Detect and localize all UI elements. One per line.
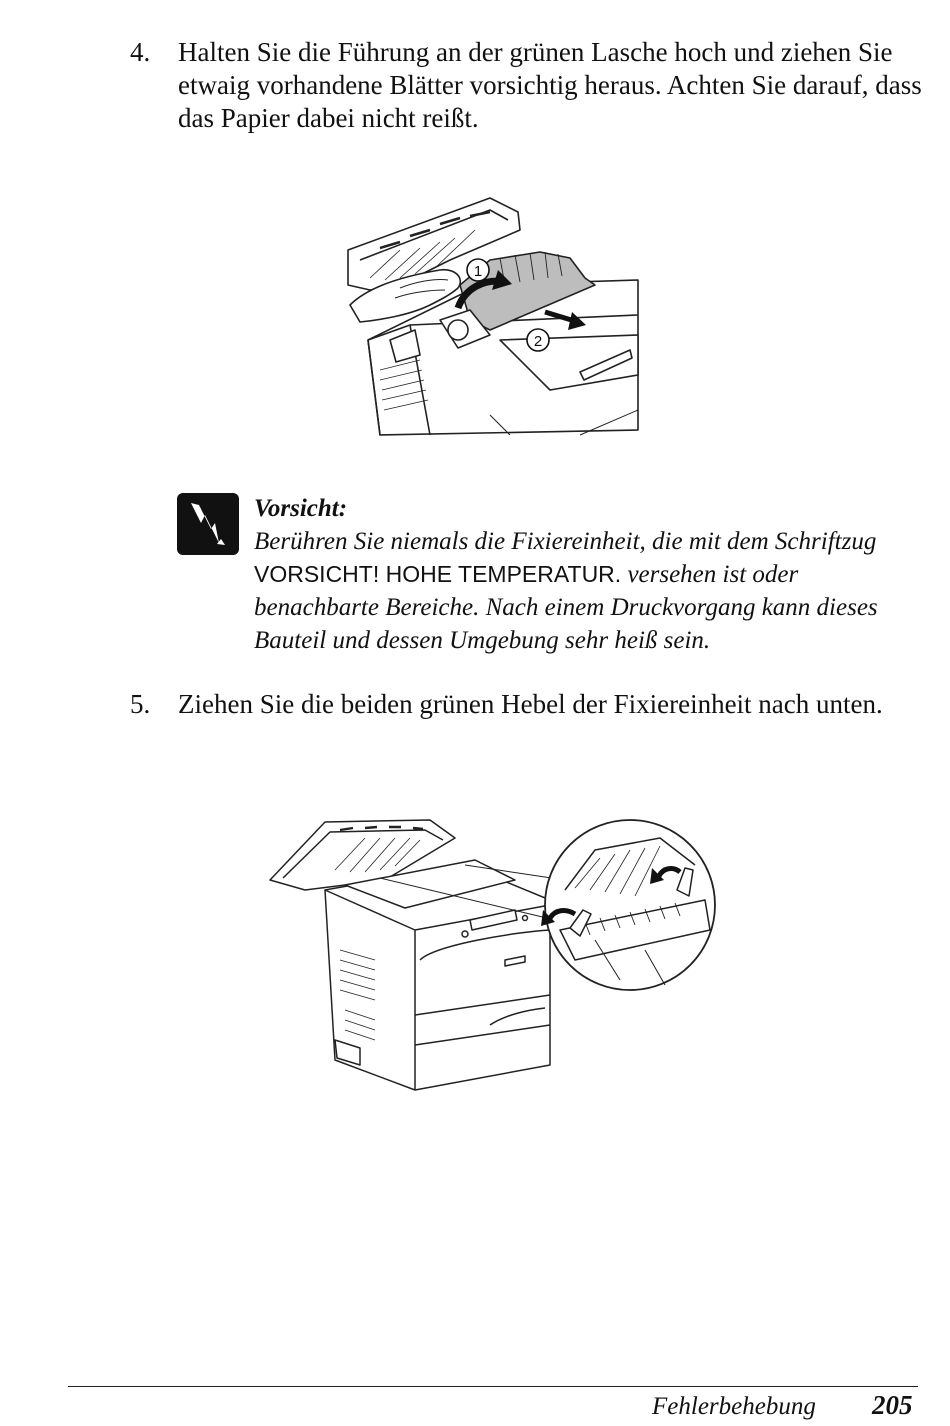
warning-lightning-icon: [177, 493, 239, 555]
callout-1: 1: [473, 263, 483, 280]
caution-text-after: versehen ist oder benachbarte Bereiche. Nach einem Druckvorgang kann dieses Bauteil und dessen Umgebung sehr heiß sein.: [254, 561, 878, 654]
callout-2: 2: [533, 333, 543, 350]
caution-label: VORSICHT! HOHE TEMPERATUR.: [254, 561, 622, 587]
caution-text-before: Berühren Sie niemals die Fixiereinheit, die mit dem Schriftzug: [254, 528, 877, 555]
footer-section-title: Fehlerbehebung: [652, 1393, 816, 1420]
step-5: [130, 688, 920, 758]
caution-note: [254, 492, 924, 657]
footer-divider: [68, 1386, 918, 1387]
step-text: Halten Sie die Führung an der grünen Lasche hoch und ziehen Sie etwaig vorhandene Blätter vorsichtig heraus. Achten Sie darauf, dass das Papier dabei nicht reißt.: [178, 37, 922, 133]
paper-jam-illustration: [340, 190, 640, 440]
page-number: 205: [872, 1390, 913, 1420]
caution-title: Vorsicht:: [254, 495, 348, 522]
step-number: 5.: [130, 689, 151, 719]
printer-fuser-levers-illustration: [265, 810, 720, 1095]
step-text: Ziehen Sie die beiden grünen Hebel der Fixiereinheit nach unten.: [178, 689, 883, 719]
step-4: [130, 36, 920, 146]
step-number: 4.: [130, 37, 151, 67]
